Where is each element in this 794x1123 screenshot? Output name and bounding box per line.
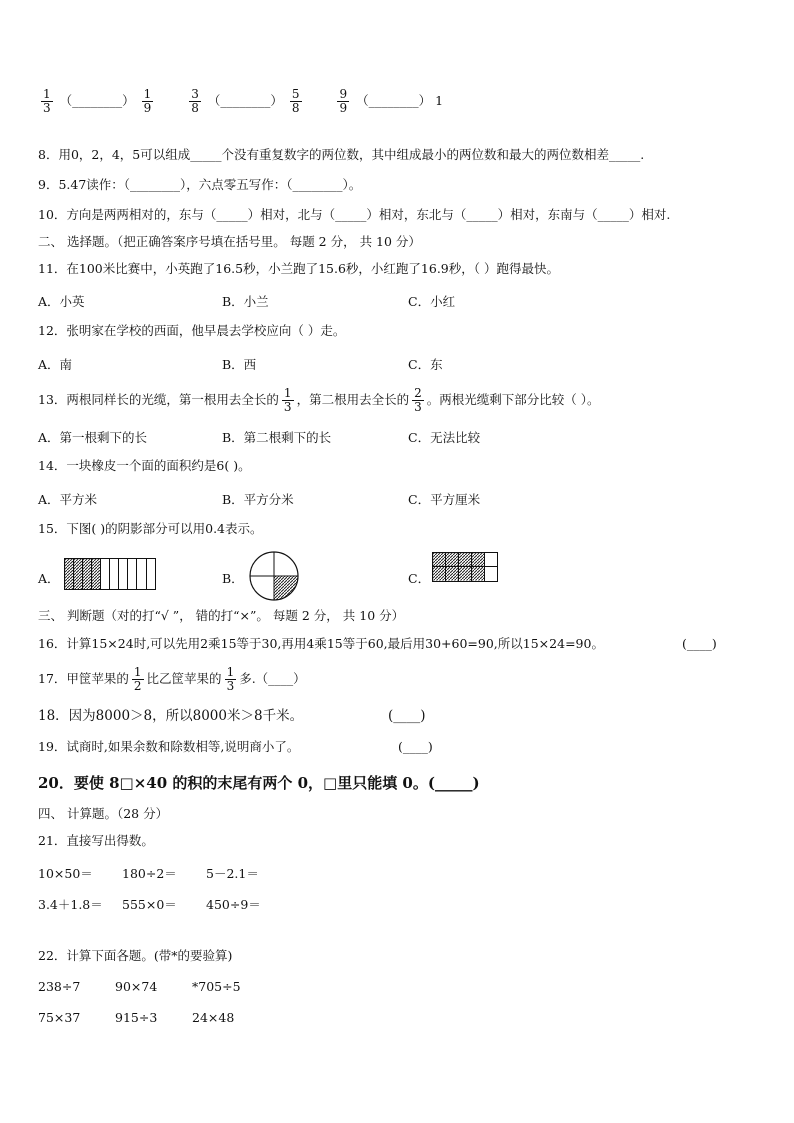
- q7-tail: 1: [435, 93, 444, 108]
- question-13: 13．两根同样长的光缆，第一根用去全长的 $\frac{1}{3}$ ，第二根用去全长的 $\frac{2}{3}$ 。两根光缆剩下部分比较（ ）。: [38, 386, 600, 414]
- q15-option-a[interactable]: A．: [38, 571, 60, 586]
- q15-option-c[interactable]: C．: [408, 571, 431, 586]
- calc-item: 915÷3: [115, 1010, 158, 1025]
- circle-figure-b: [248, 550, 300, 602]
- fraction: $\frac{1}{2}$: [133, 665, 142, 693]
- question-12: 12．张明家在学校的西面，他早晨去学校应向（ ）走。: [38, 323, 346, 338]
- calc-item: 90×74: [115, 979, 158, 994]
- q12-option-a[interactable]: A．南: [38, 357, 73, 372]
- grid-figure-c: [432, 552, 498, 582]
- answer-blank[interactable]: （________）: [207, 93, 283, 108]
- section-4-heading: 四、 计算题。（28 分）: [38, 806, 169, 821]
- q19-answer-blank[interactable]: (____): [398, 739, 433, 754]
- question-10: 10．方向是两两相对的，东与（_____）相对，北与（_____）相对，东北与（_____）相对，东南与（_____）相对.: [38, 207, 671, 222]
- q12-option-c[interactable]: C．东: [408, 357, 443, 372]
- question-18: 18．因为8000＞8，所以8000米＞8千米。: [38, 708, 304, 724]
- bar-figure-a: [64, 558, 156, 590]
- q7-row: [38, 88, 443, 115]
- q11-option-a[interactable]: A．小英: [38, 294, 85, 309]
- question-16: 16．计算15×24时,可以先用2乘15等于30,再用4乘15等于60,最后用30+60=90,所以15×24=90。: [38, 636, 604, 651]
- calc-item: 10×50＝: [38, 866, 93, 881]
- question-17: 17．甲筐苹果的 $\frac{1}{2}$ 比乙筐苹果的 $\frac{1}{3}$ 多.（____）: [38, 665, 306, 693]
- fraction: $\frac{9}{9}$: [339, 87, 348, 115]
- answer-blank[interactable]: （________）: [356, 93, 432, 108]
- fraction: $\frac{5}{8}$: [291, 87, 300, 115]
- question-22: 22．计算下面各题。(带*的要验算): [38, 948, 233, 963]
- section-2-heading: 二、 选择题。（把正确答案序号填在括号里。 每题 2 分， 共 10 分）: [38, 234, 421, 249]
- calc-item: 450÷9＝: [206, 897, 261, 912]
- section-3-heading: 三、 判断题（对的打“√ ”， 错的打“×”。 每题 2 分， 共 10 分）: [38, 608, 405, 623]
- q16-answer-blank[interactable]: (____): [682, 636, 717, 651]
- fraction: $\frac{1}{3}$: [43, 87, 51, 115]
- q14-option-c[interactable]: C．平方厘米: [408, 492, 481, 507]
- calc-item: 75×37: [38, 1010, 81, 1025]
- q18-answer-blank[interactable]: (____): [388, 708, 426, 724]
- q14-option-b[interactable]: B．平方分米: [222, 492, 294, 507]
- q12-option-b[interactable]: B．西: [222, 357, 257, 372]
- question-21: 21．直接写出得数。: [38, 833, 154, 848]
- fraction: $\frac{3}{8}$: [191, 87, 199, 115]
- calc-item: *705÷5: [192, 979, 241, 994]
- q13-option-a[interactable]: A．第一根剩下的长: [38, 430, 148, 445]
- q14-option-a[interactable]: A．平方米: [38, 492, 98, 507]
- q11-option-c[interactable]: C．小红: [408, 294, 456, 309]
- calc-item: 180÷2＝: [122, 866, 177, 881]
- calc-item: 555×0＝: [122, 897, 177, 912]
- question-11: 11．在100米比赛中，小英跑了16.5秒，小兰跑了15.6秒，小红跑了16.9秒，（ ）跑得最快。: [38, 261, 559, 276]
- calc-item: 24×48: [192, 1010, 235, 1025]
- question-9: 9．5.47读作：（________），六点零五写作：（________）。: [38, 177, 362, 192]
- fraction: $\frac{2}{3}$: [414, 386, 422, 414]
- q15-option-b[interactable]: B．: [222, 571, 244, 586]
- fraction: $\frac{1}{9}$: [143, 87, 152, 115]
- calc-item: 238÷7: [38, 979, 81, 994]
- fraction: $\frac{1}{3}$: [226, 665, 235, 693]
- q11-option-b[interactable]: B．小兰: [222, 294, 269, 309]
- q13-option-b[interactable]: B．第二根剩下的长: [222, 430, 332, 445]
- calc-item: 5－2.1＝: [206, 866, 259, 881]
- fraction: $\frac{1}{3}$: [283, 386, 292, 414]
- question-19: 19．试商时,如果余数和除数相等,说明商小了。: [38, 739, 300, 754]
- question-15: 15．下图( )的阴影部分可以用0.4表示。: [38, 521, 263, 536]
- question-8: 8．用0，2，4，5可以组成_____个没有重复数字的两位数，其中组成最小的两位数和最大的两位数相差_____.: [38, 147, 645, 162]
- q13-option-c[interactable]: C．无法比较: [408, 430, 481, 445]
- calc-item: 3.4＋1.8＝: [38, 897, 103, 912]
- question-14: 14．一块橡皮一个面的面积约是6( )。: [38, 458, 251, 473]
- question-20: 20．要使 8□×40 的积的末尾有两个 0，□里只能填 0。(_____): [38, 774, 480, 792]
- answer-blank[interactable]: （________）: [59, 93, 135, 108]
